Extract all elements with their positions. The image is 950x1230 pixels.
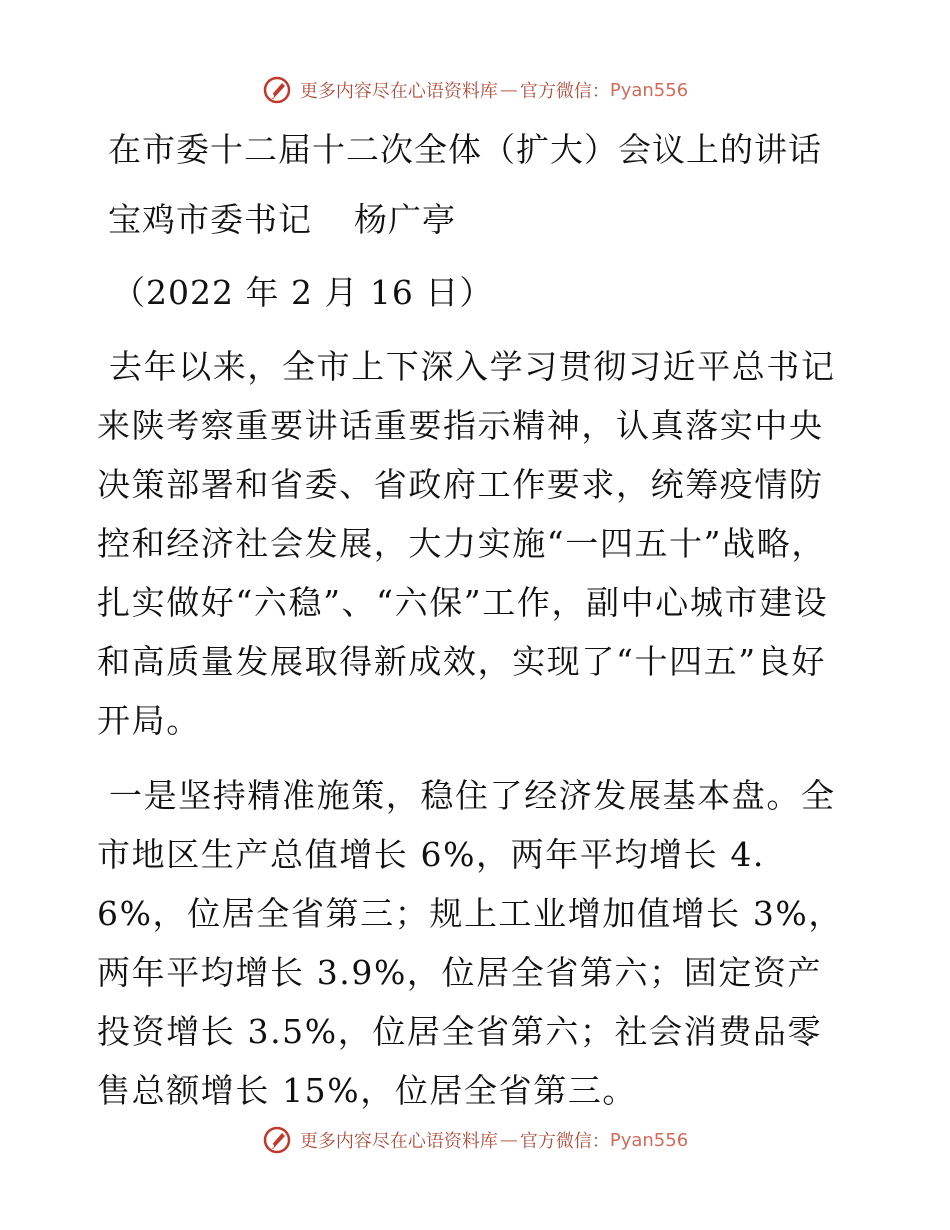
author-role: 宝鸡市委书记: [108, 200, 312, 239]
document-author: [108, 190, 868, 249]
watermark-wechat-label: 官方微信：: [519, 1131, 610, 1152]
watermark-wechat-label: 官方微信：: [519, 81, 610, 102]
pen-nib-circle-icon: [262, 1125, 292, 1155]
author-name: 杨广亭: [354, 200, 456, 239]
document-title: 在市委十二届十二次全体（扩大）会议上的讲话: [108, 130, 822, 169]
watermark-site-text: 更多内容尽在心语资料库: [299, 1131, 498, 1152]
watermark-separator: —: [499, 1129, 518, 1151]
body-paragraph-2: 一是坚持精准施策，稳住了经济发展基本盘。全市地区生产总值增长 6%，两年平均增长 4.6%，位居全省第三；规上工业增加值增长 3%，两年平均增长 3.9%，位居全省第六；固定资产投资增长 3.5%，位居全省第六；社会消费品零售总额增长 15%，位居全省第三。: [97, 776, 843, 1110]
watermark-site-text: 更多内容尽在心语资料库: [299, 81, 498, 102]
watermark-banner-bottom: [0, 1120, 950, 1160]
watermark-separator: —: [499, 79, 518, 101]
watermark-wechat-id: Pyan556: [609, 79, 689, 101]
watermark-banner-top: [0, 70, 950, 110]
body-paragraph-1: 去年以来，全市上下深入学习贯彻习近平总书记来陕考察重要讲话重要指示精神，认真落实中央决策部署和省委、省政府工作要求，统筹疫情防控和经济社会发展，大力实施“一四五十”战略，扎实做好“六稳”、“六保”工作，副中心城市建设和高质量发展取得新成效，实现了“十四五”良好开局。: [97, 347, 836, 740]
pen-nib-circle-icon: [262, 75, 292, 105]
document-date: （2022 年 2 月 16 日）: [112, 273, 494, 312]
watermark-wechat-id: Pyan556: [609, 1129, 689, 1151]
